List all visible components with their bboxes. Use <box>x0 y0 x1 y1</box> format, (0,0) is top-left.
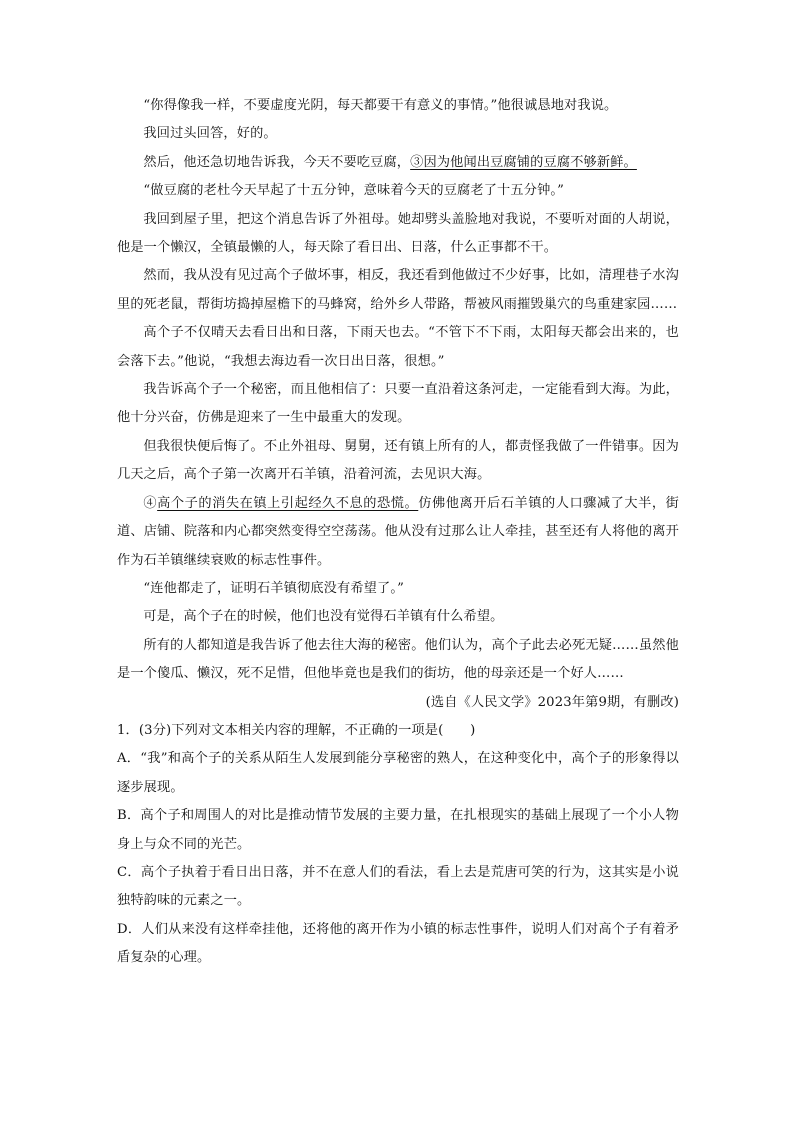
paragraph: 我回过头回答，好的。 <box>143 126 277 142</box>
option-b: B．高个子和周围人的对比是推动情节发展的主要力量，在扎根现实的基础上展现了一个小人物身上与众不同的光芒。 <box>117 808 679 852</box>
paragraph-text: 然后，他还急切地告诉我，今天不要吃豆腐， <box>143 154 411 170</box>
paragraph <box>117 490 679 575</box>
question-stem: 1．(3分)下列对文本相关内容的理解，不正确的一项是( ) <box>117 722 476 738</box>
paragraph: 我告诉高个子一个秘密，而且他相信了：只要一直沿着这条河走，一定能看到大海。为此，他十分兴奋，仿佛是迎来了一生中最重大的发现。 <box>117 382 679 426</box>
option-c: C．高个子执着于看日出日落，并不在意人们的看法，看上去是荒唐可笑的行为，这其实是小说独特韵味的元素之一。 <box>117 864 679 909</box>
underlined-sentence-3: ③因为他闻出豆腐铺的豆腐不够新鲜。 <box>410 154 637 170</box>
source-citation: (选自《人民文学》2023年第9期，有删改) <box>425 694 679 710</box>
paragraph-text: 仿佛他离开后石羊镇的人口骤减了大半，街道、店铺、院落和内心都突然变得空空荡荡。他从没有过那么让人牵挂，甚至还有人将他的离开作为石羊镇继续衰败的标志性事件。 <box>117 495 679 568</box>
paragraph: 可是，高个子在的时候，他们也没有觉得石羊镇有什么希望。 <box>143 609 504 625</box>
paragraph <box>117 149 679 177</box>
option-d: D．人们从来没有这样牵挂他，还将他的离开作为小镇的标志性事件，说明人们对高个子有着矛盾复杂的心理。 <box>117 921 679 966</box>
paragraph: 然而，我从没有见过高个子做坏事，相反，我还看到他做过不少好事，比如，清理巷子水沟里的死老鼠，帮街坊捣掉屋檐下的马蜂窝，给外乡人带路，帮被风雨摧毁巢穴的鸟重建家园…… <box>117 268 679 312</box>
paragraph: “你得像我一样，不要虚度光阴，每天都要干有意义的事情。”他很诚恳地对我说。 <box>143 98 618 113</box>
paragraph: 高个子不仅晴天去看日出和日落，下雨天也去。“不管下不下雨，太阳每天都会出来的，也会落下去。”他说，“我想去海边看一次日出日落，很想。” <box>117 325 679 369</box>
paragraph: 我回到屋子里，把这个消息告诉了外祖母。她却劈头盖脸地对我说，不要听对面的人胡说，他是一个懒汉，全镇最懒的人，每天除了看日出、日落，什么正事都不干。 <box>117 211 679 256</box>
paragraph: “连他都走了，证明石羊镇彻底没有希望了。” <box>143 580 404 596</box>
option-a: A．“我”和高个子的关系从陌生人发展到能分享秘密的熟人，在这种变化中，高个子的形象得以逐步展现。 <box>117 751 679 795</box>
paragraph: “做豆腐的老杜今天早起了十五分钟，意味着今天的豆腐老了十五分钟。” <box>143 183 565 199</box>
underlined-sentence-4: 高个子的消失在镇上引起经久不息的恐慌。 <box>157 495 419 511</box>
document-body <box>117 92 679 973</box>
sentence-number: ④ <box>143 495 158 511</box>
paragraph: 但我很快便后悔了。不止外祖母、舅舅，还有镇上所有的人，都责怪我做了一件错事。因为几天之后，高个子第一次离开石羊镇，沿着河流，去见识大海。 <box>117 438 679 483</box>
paragraph: 所有的人都知道是我告诉了他去往大海的秘密。他们认为，高个子此去必死无疑……虽然他是一个傻瓜、懒汉，死不足惜，但他毕竟也是我们的街坊，他的母亲还是一个好人…… <box>117 637 679 682</box>
